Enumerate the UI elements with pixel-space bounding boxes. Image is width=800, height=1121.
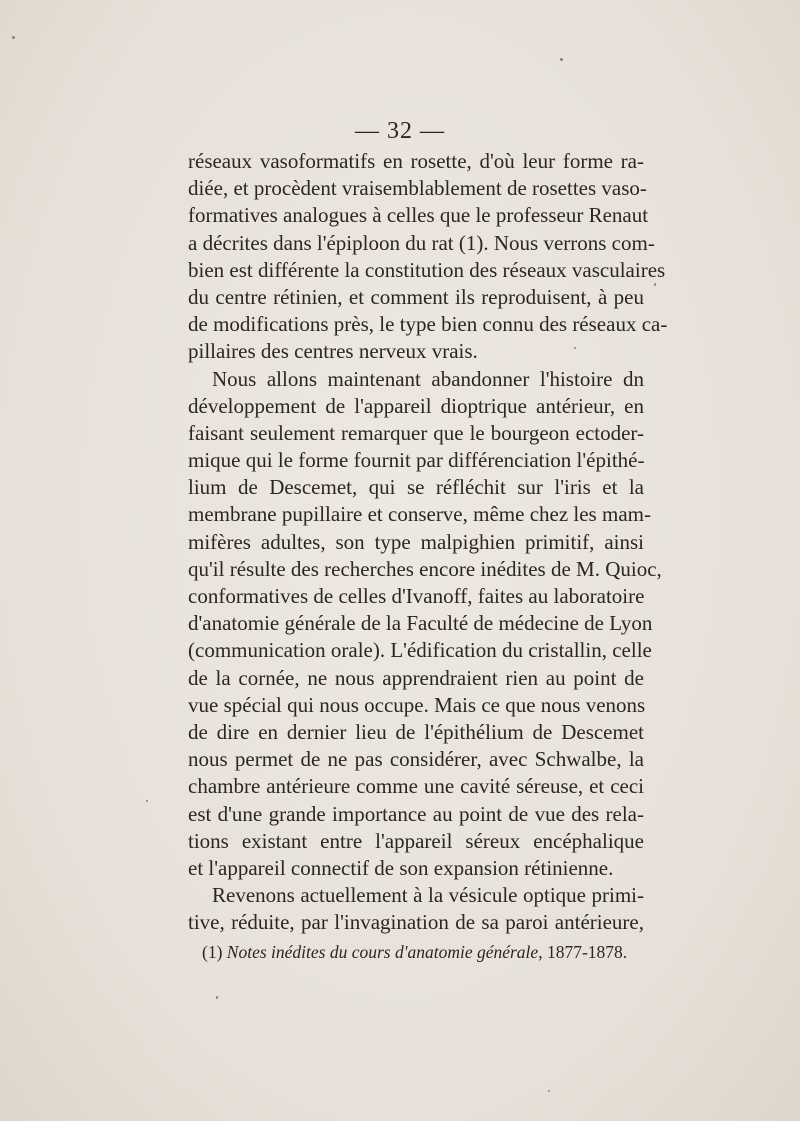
text-line: de dire en dernier lieu de l'épithélium de Descemet bbox=[188, 719, 644, 744]
text-line: qu'il résulte des recherches encore inédites de M. Quioc, bbox=[188, 556, 662, 581]
text-line: lium de Descemet, qui se réfléchit sur l'iris et la bbox=[188, 475, 644, 500]
text-line: a décrites dans l'épiploon du rat (1). Nous verrons com- bbox=[188, 230, 655, 255]
body-text bbox=[188, 148, 668, 936]
text-line: mifères adultes, son type malpighien primitif, ainsi bbox=[188, 529, 644, 554]
text-line: vue spécial qui nous occupe. Mais ce que nous venons bbox=[188, 692, 646, 717]
text-line: d'anatomie générale de la Faculté de médecine de Lyon bbox=[188, 611, 653, 636]
paper-speck bbox=[548, 1090, 550, 1092]
text-line: faisant seulement remarquer que le bourgeon ectoder- bbox=[188, 420, 644, 445]
text-line: et l'appareil connectif de son expansion rétinienne. bbox=[188, 855, 614, 880]
text-line: membrane pupillaire et conserve, même chez les mam- bbox=[188, 502, 651, 527]
text-line: de modifications près, le type bien connu des réseaux ca- bbox=[188, 312, 668, 337]
text-line: est d'une grande importance au point de vue des rela- bbox=[188, 801, 644, 826]
footnote-rest: , 1877-1878. bbox=[538, 942, 628, 962]
paper-speck bbox=[146, 800, 148, 802]
paper-speck bbox=[654, 283, 656, 286]
text-line: de la cornée, ne nous apprendraient rien au point de bbox=[188, 665, 644, 690]
text-line: bien est différente la constitution des réseaux vasculaires bbox=[188, 257, 666, 282]
text-line: nous permet de ne pas considérer, avec Schwalbe, la bbox=[188, 747, 644, 772]
footnote-marker: (1) bbox=[202, 942, 223, 962]
text-line: chambre antérieure comme une cavité séreuse, et ceci bbox=[188, 774, 644, 799]
text-line: (communication orale). L'édification du cristallin, celle bbox=[188, 638, 652, 663]
text-line: réseaux vasoformatifs en rosette, d'où leur forme ra- bbox=[188, 149, 644, 173]
footnote bbox=[188, 940, 658, 964]
text-line: mique qui le forme fournit par différenciation l'épithé- bbox=[188, 448, 645, 473]
paper-speck bbox=[574, 347, 576, 349]
page-number: — 32 — bbox=[355, 118, 445, 144]
text-line: Nous allons maintenant abandonner l'histoire dn bbox=[212, 366, 644, 391]
text-line: pillaires des centres nerveux vrais. bbox=[188, 339, 478, 364]
paper-speck bbox=[216, 996, 218, 999]
text-line: du centre rétinien, et comment ils reproduisent, à peu bbox=[188, 284, 644, 309]
text-line: diée, et procèdent vraisemblablement de rosettes vaso- bbox=[188, 176, 647, 201]
text-line: tions existant entre l'appareil séreux encéphalique bbox=[188, 828, 644, 853]
paper-speck bbox=[560, 58, 563, 61]
text-line: développement de l'appareil dioptrique antérieur, en bbox=[188, 393, 644, 418]
text-line: tive, réduite, par l'invagination de sa paroi antérieure, bbox=[188, 910, 644, 935]
paper-speck bbox=[12, 36, 15, 39]
footnote-title: Notes inédites du cours d'anatomie générale bbox=[226, 942, 539, 962]
text-line: Revenons actuellement à la vésicule optique primi- bbox=[212, 883, 644, 908]
text-line: formatives analogues à celles que le professeur Renaut bbox=[188, 203, 649, 228]
text-line: conformatives de celles d'Ivanoff, faites au laboratoire bbox=[188, 584, 645, 608]
